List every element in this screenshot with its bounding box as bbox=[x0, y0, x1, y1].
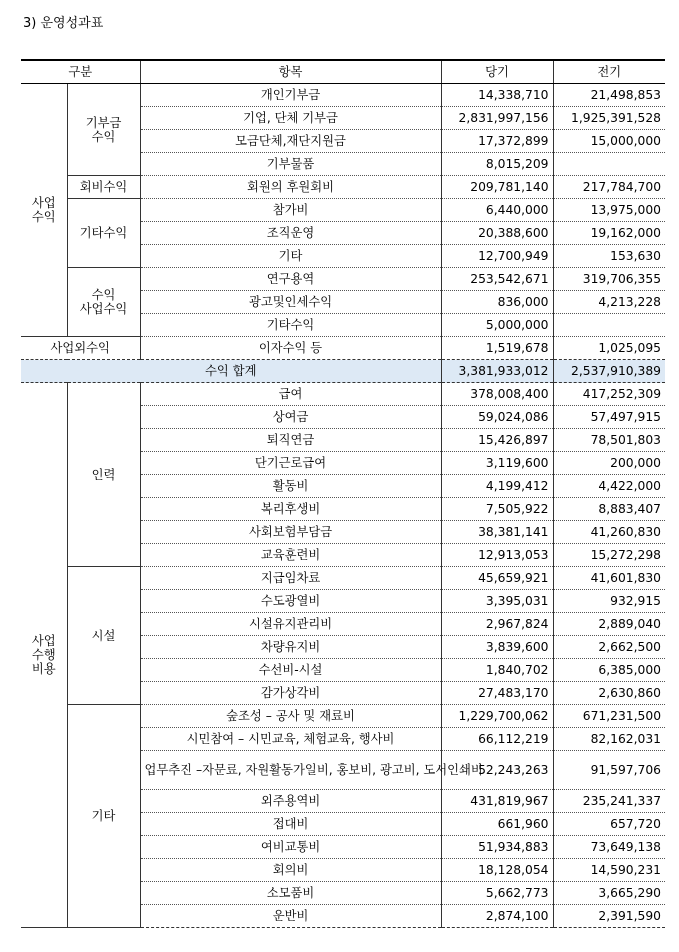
previous-value bbox=[553, 314, 665, 337]
nonop-label: 사업외수익 bbox=[21, 337, 140, 360]
subcategory-label: 기타수익 bbox=[67, 199, 140, 268]
current-value: 45,659,921 bbox=[441, 567, 553, 590]
table-row bbox=[21, 567, 665, 590]
item-label: 퇴직연금 bbox=[140, 429, 441, 452]
item-label: 조직운영 bbox=[140, 222, 441, 245]
previous-value: 671,231,500 bbox=[553, 705, 665, 728]
item-label: 복리후생비 bbox=[140, 498, 441, 521]
current-value: 66,112,219 bbox=[441, 728, 553, 751]
item-label: 기업, 단체 기부금 bbox=[140, 107, 441, 130]
previous-value: 1,925,391,528 bbox=[553, 107, 665, 130]
header-current: 당기 bbox=[441, 60, 553, 84]
item-label: 기부물품 bbox=[140, 153, 441, 176]
table-row bbox=[21, 199, 665, 222]
previous-value: 15,000,000 bbox=[553, 130, 665, 153]
previous-value: 417,252,309 bbox=[553, 383, 665, 406]
category-label: 사업 수익 bbox=[21, 84, 67, 337]
operating-results-table bbox=[21, 59, 665, 928]
item-label: 연구용역 bbox=[140, 268, 441, 291]
item-label: 기타 bbox=[140, 245, 441, 268]
previous-value: 2,662,500 bbox=[553, 636, 665, 659]
current-value: 378,008,400 bbox=[441, 383, 553, 406]
current-value: 4,199,412 bbox=[441, 475, 553, 498]
table-row bbox=[21, 268, 665, 291]
current-value: 12,700,949 bbox=[441, 245, 553, 268]
current-value: 52,243,263 bbox=[441, 751, 553, 790]
previous-value: 6,385,000 bbox=[553, 659, 665, 682]
current-value: 6,440,000 bbox=[441, 199, 553, 222]
previous-value: 217,784,700 bbox=[553, 176, 665, 199]
table-row bbox=[21, 337, 665, 360]
subcategory-label: 회비수익 bbox=[67, 176, 140, 199]
current-value: 431,819,967 bbox=[441, 790, 553, 813]
subcategory-label: 수익 사업수익 bbox=[67, 268, 140, 337]
current-value: 38,381,141 bbox=[441, 521, 553, 544]
item-label: 상여금 bbox=[140, 406, 441, 429]
current-value: 209,781,140 bbox=[441, 176, 553, 199]
current-value: 3,395,031 bbox=[441, 590, 553, 613]
current-value: 59,024,086 bbox=[441, 406, 553, 429]
current-value: 3,119,600 bbox=[441, 452, 553, 475]
previous-value: 2,630,860 bbox=[553, 682, 665, 705]
previous-value: 4,213,228 bbox=[553, 291, 665, 314]
current-value: 20,388,600 bbox=[441, 222, 553, 245]
previous-value: 657,720 bbox=[553, 813, 665, 836]
current-value: 51,934,883 bbox=[441, 836, 553, 859]
current-value: 2,967,824 bbox=[441, 613, 553, 636]
current-value: 5,662,773 bbox=[441, 882, 553, 905]
table-row bbox=[21, 383, 665, 406]
previous-value: 57,497,915 bbox=[553, 406, 665, 429]
item-label: 광고및인세수익 bbox=[140, 291, 441, 314]
item-label: 여비교통비 bbox=[140, 836, 441, 859]
previous-value: 82,162,031 bbox=[553, 728, 665, 751]
current-value: 18,128,054 bbox=[441, 859, 553, 882]
item-label: 수도광열비 bbox=[140, 590, 441, 613]
category-label: 사업 수행 비용 bbox=[21, 383, 67, 928]
subcategory-label: 시설 bbox=[67, 567, 140, 705]
item-label: 지급임차료 bbox=[140, 567, 441, 590]
current-value: 253,542,671 bbox=[441, 268, 553, 291]
current-value: 2,874,100 bbox=[441, 905, 553, 928]
total-row bbox=[21, 360, 665, 383]
item-label: 숲조성 – 공사 및 재료비 bbox=[140, 705, 441, 728]
header-item: 항목 bbox=[140, 60, 441, 84]
item-label: 활동비 bbox=[140, 475, 441, 498]
item-label: 감가상각비 bbox=[140, 682, 441, 705]
item-label: 사회보험부담금 bbox=[140, 521, 441, 544]
previous-value: 8,883,407 bbox=[553, 498, 665, 521]
item-label: 회의비 bbox=[140, 859, 441, 882]
item-label: 급여 bbox=[140, 383, 441, 406]
previous-value: 319,706,355 bbox=[553, 268, 665, 291]
previous-value: 14,590,231 bbox=[553, 859, 665, 882]
current-value: 12,913,053 bbox=[441, 544, 553, 567]
current-value: 2,831,997,156 bbox=[441, 107, 553, 130]
current-value: 836,000 bbox=[441, 291, 553, 314]
current-value: 15,426,897 bbox=[441, 429, 553, 452]
current-value: 5,000,000 bbox=[441, 314, 553, 337]
header-category: 구분 bbox=[21, 60, 140, 84]
current-value: 1,519,678 bbox=[441, 337, 553, 360]
subcategory-label: 기부금 수익 bbox=[67, 84, 140, 176]
previous-value: 41,260,830 bbox=[553, 521, 665, 544]
current-value: 3,839,600 bbox=[441, 636, 553, 659]
item-label: 참가비 bbox=[140, 199, 441, 222]
section-heading: 3) 운영성과표 bbox=[23, 16, 104, 31]
previous-value bbox=[553, 153, 665, 176]
item-label: 운반비 bbox=[140, 905, 441, 928]
item-label: 모금단체,재단지원금 bbox=[140, 130, 441, 153]
previous-value: 932,915 bbox=[553, 590, 665, 613]
item-label: 소모품비 bbox=[140, 882, 441, 905]
previous-value: 235,241,337 bbox=[553, 790, 665, 813]
table-body bbox=[21, 84, 665, 928]
total-previous: 2,537,910,389 bbox=[553, 360, 665, 383]
previous-value: 21,498,853 bbox=[553, 84, 665, 107]
item-label: 업무추진 –자문료, 자원활동가일비, 홍보비, 광고비, 도서인쇄비 bbox=[140, 751, 441, 790]
table-row bbox=[21, 176, 665, 199]
current-value: 17,372,899 bbox=[441, 130, 553, 153]
previous-value: 1,025,095 bbox=[553, 337, 665, 360]
previous-value: 4,422,000 bbox=[553, 475, 665, 498]
item-label: 접대비 bbox=[140, 813, 441, 836]
current-value: 1,229,700,062 bbox=[441, 705, 553, 728]
previous-value: 2,889,040 bbox=[553, 613, 665, 636]
item-label: 회원의 후원회비 bbox=[140, 176, 441, 199]
subcategory-label: 기타 bbox=[67, 705, 140, 928]
current-value: 8,015,209 bbox=[441, 153, 553, 176]
total-current: 3,381,933,012 bbox=[441, 360, 553, 383]
item-label: 시민참여 – 시민교육, 체험교육, 행사비 bbox=[140, 728, 441, 751]
table-row bbox=[21, 705, 665, 728]
item-label: 시설유지관리비 bbox=[140, 613, 441, 636]
item-label: 개인기부금 bbox=[140, 84, 441, 107]
header-row bbox=[21, 60, 665, 84]
item-label: 외주용역비 bbox=[140, 790, 441, 813]
previous-value: 91,597,706 bbox=[553, 751, 665, 790]
previous-value: 153,630 bbox=[553, 245, 665, 268]
previous-value: 3,665,290 bbox=[553, 882, 665, 905]
current-value: 1,840,702 bbox=[441, 659, 553, 682]
previous-value: 200,000 bbox=[553, 452, 665, 475]
previous-value: 73,649,138 bbox=[553, 836, 665, 859]
item-label: 수선비-시설 bbox=[140, 659, 441, 682]
current-value: 661,960 bbox=[441, 813, 553, 836]
item-label: 차량유지비 bbox=[140, 636, 441, 659]
item-label: 단기근로급여 bbox=[140, 452, 441, 475]
item-label: 기타수익 bbox=[140, 314, 441, 337]
header-previous: 전기 bbox=[553, 60, 665, 84]
current-value: 14,338,710 bbox=[441, 84, 553, 107]
item-label: 교육훈련비 bbox=[140, 544, 441, 567]
current-value: 7,505,922 bbox=[441, 498, 553, 521]
total-label: 수익 합계 bbox=[21, 360, 441, 383]
current-value: 27,483,170 bbox=[441, 682, 553, 705]
previous-value: 2,391,590 bbox=[553, 905, 665, 928]
previous-value: 19,162,000 bbox=[553, 222, 665, 245]
previous-value: 41,601,830 bbox=[553, 567, 665, 590]
previous-value: 13,975,000 bbox=[553, 199, 665, 222]
item-label: 이자수익 등 bbox=[140, 337, 441, 360]
previous-value: 78,501,803 bbox=[553, 429, 665, 452]
table-row bbox=[21, 84, 665, 107]
previous-value: 15,272,298 bbox=[553, 544, 665, 567]
subcategory-label: 인력 bbox=[67, 383, 140, 567]
